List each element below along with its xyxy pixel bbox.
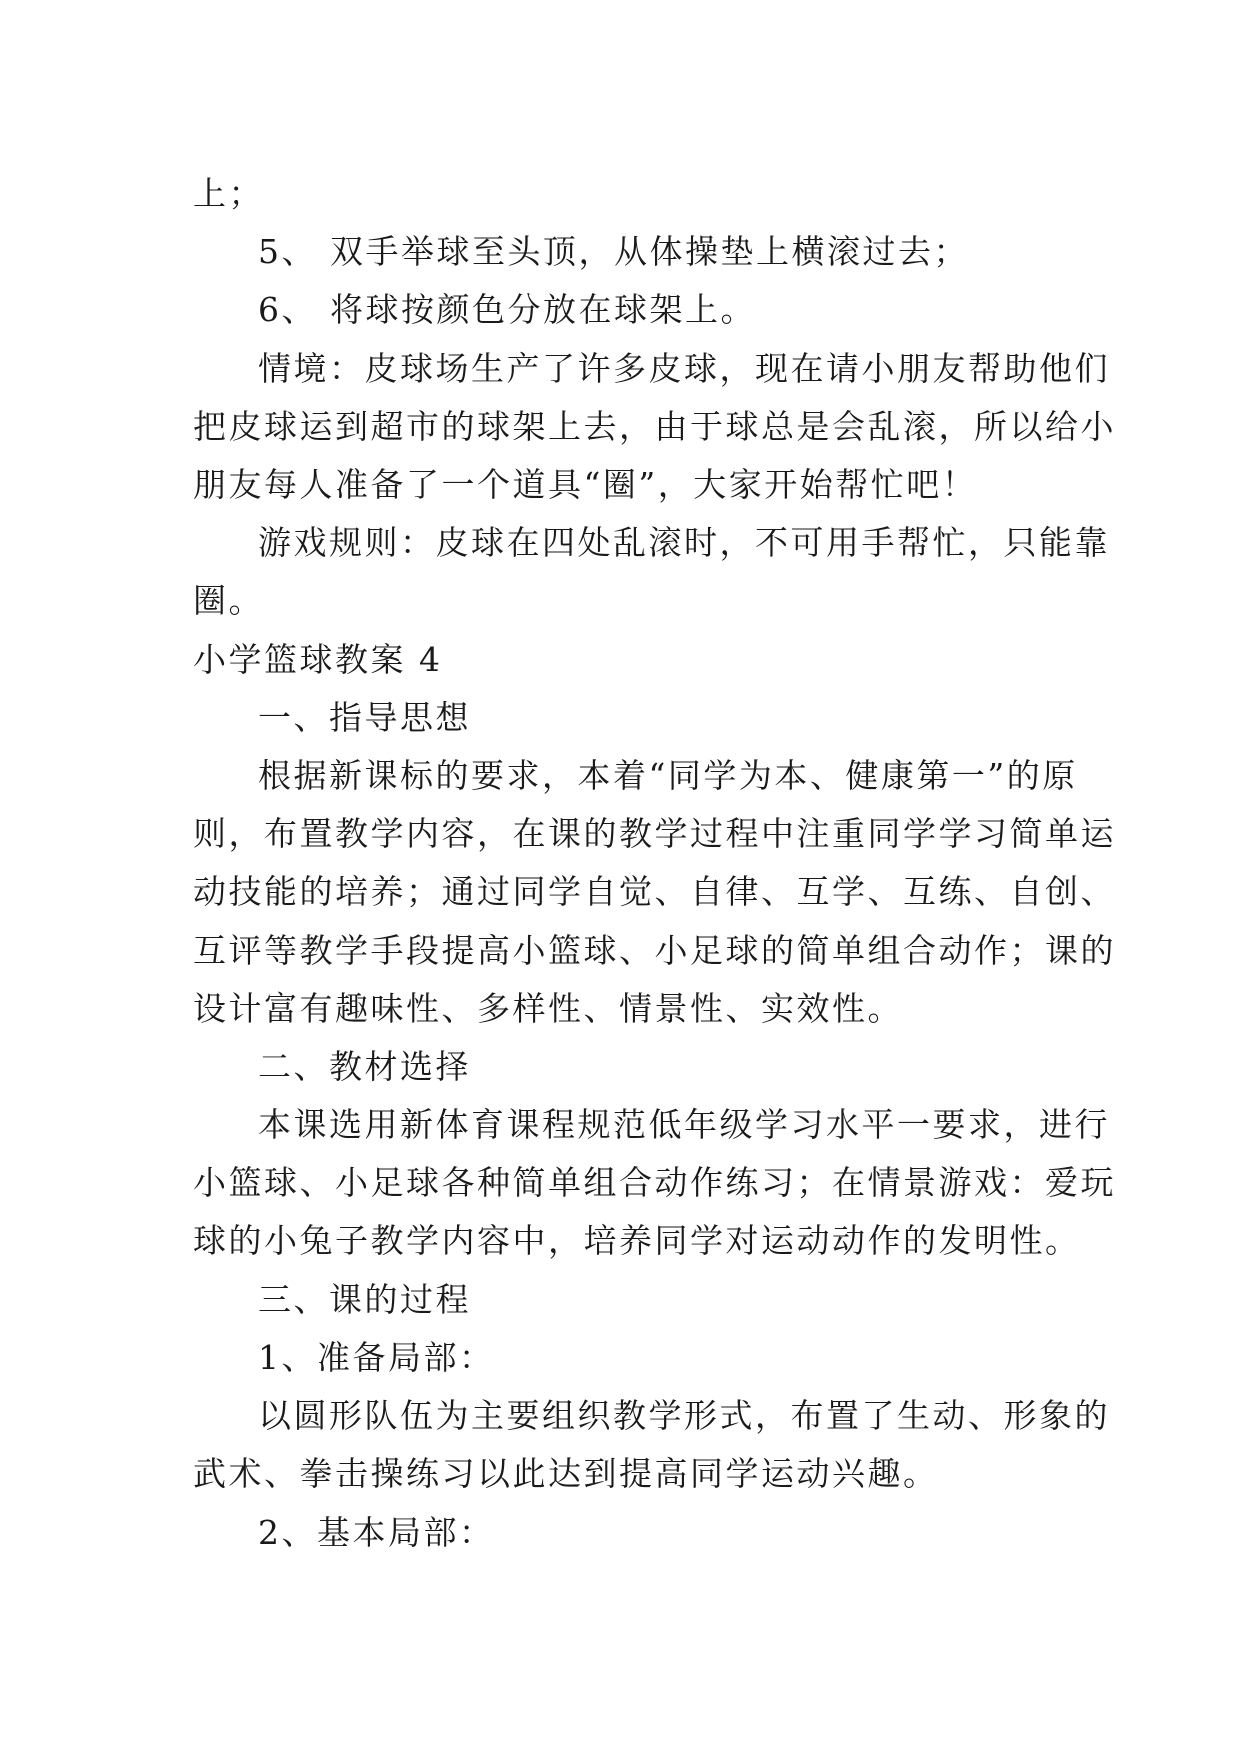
paragraph-line: 上；	[193, 174, 264, 213]
paragraph-line: 以圆形队伍为主要组织教学形式，布置了生动、形象的	[258, 1396, 1110, 1435]
subheading-basic-part: 2、基本局部：	[258, 1513, 495, 1552]
list-item-5: 5、 双手举球至头顶，从体操垫上横滚过去；	[258, 232, 969, 271]
subheading-preparation: 1、准备局部：	[258, 1338, 495, 1377]
list-item-6: 6、 将球按颜色分放在球架上。	[258, 290, 756, 329]
paragraph-line: 圈。	[193, 581, 264, 620]
paragraph-line: 互评等教学手段提高小篮球、小足球的简单组合动作；课的	[193, 931, 1116, 970]
paragraph-line: 球的小兔子教学内容中，培养同学对运动动作的发明性。	[193, 1221, 1081, 1260]
heading-material-selection: 二、教材选择	[258, 1047, 471, 1086]
paragraph-line: 朋友每人准备了一个道具“圈”，大家开始帮忙吧！	[193, 465, 978, 504]
paragraph-line: 则，布置教学内容，在课的教学过程中注重同学学习简单运	[193, 814, 1116, 853]
paragraph-line: 情境：皮球场生产了许多皮球，现在请小朋友帮助他们	[258, 349, 1110, 388]
paragraph-line: 武术、拳击操练习以此达到提高同学运动兴趣。	[193, 1454, 939, 1493]
paragraph-line: 小篮球、小足球各种简单组合动作练习；在情景游戏：爱玩	[193, 1163, 1116, 1202]
paragraph-line: 游戏规则：皮球在四处乱滚时，不可用手帮忙，只能靠	[258, 523, 1110, 562]
paragraph-line: 把皮球运到超市的球架上去，由于球总是会乱滚，所以给小	[193, 407, 1116, 446]
paragraph-line: 根据新课标的要求，本着“同学为本、健康第一”的原	[258, 756, 1078, 795]
paragraph-line: 本课选用新体育课程规范低年级学习水平一要求，进行	[258, 1105, 1110, 1144]
paragraph-line: 设计富有趣味性、多样性、情景性、实效性。	[193, 989, 903, 1028]
heading-class-process: 三、课的过程	[258, 1280, 471, 1319]
heading-guiding-thought: 一、指导思想	[258, 698, 471, 737]
paragraph-line: 动技能的培养；通过同学自觉、自律、互学、互练、自创、	[193, 872, 1116, 911]
section-title: 小学篮球教案 4	[193, 640, 443, 679]
